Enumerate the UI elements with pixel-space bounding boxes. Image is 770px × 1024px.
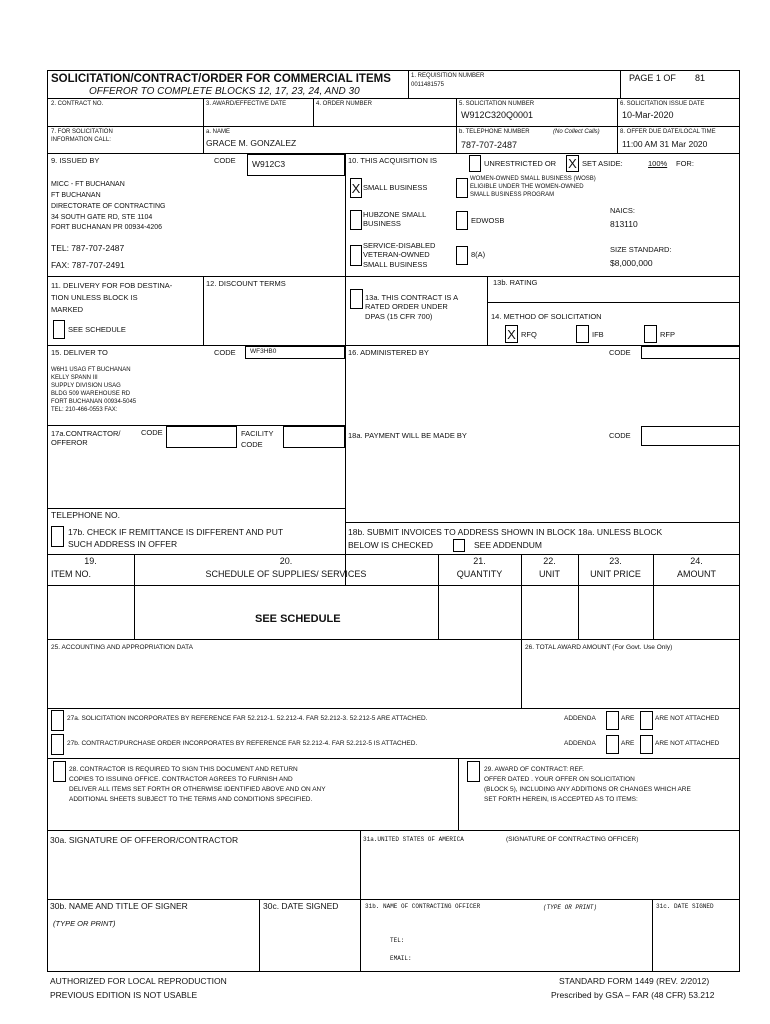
27a-are-not-label: ARE NOT ATTACHED: [655, 715, 720, 722]
co-date-label: 31c. DATE SIGNED: [656, 903, 714, 910]
28-checkbox[interactable]: [53, 761, 66, 782]
telephone-label: b. TELEPHONE NUMBER: [459, 129, 530, 135]
small-business-label: SMALL BUSINESS: [363, 183, 428, 192]
contractor-label: 17a.CONTRACTOR/ OFFEROR: [51, 429, 121, 448]
facility-code-box[interactable]: [283, 426, 345, 448]
order-number-label: 4. ORDER NUMBER: [316, 101, 373, 107]
total-award-label: 26. TOTAL AWARD AMOUNT (For Govt. Use Only): [525, 644, 673, 651]
rule: [47, 508, 345, 509]
27b-are-not-checkbox[interactable]: [640, 735, 653, 754]
payment-code-label: CODE: [609, 431, 631, 440]
rfp-label: RFP: [660, 330, 675, 339]
requisition-value: 0011481575: [411, 82, 444, 88]
payment-code-box[interactable]: [641, 426, 740, 446]
col-quantity-name: QUANTITY: [456, 569, 503, 579]
col-schedule-name: SCHEDULE OF SUPPLIES/ SERVICES: [205, 569, 367, 579]
administered-code-box[interactable]: [641, 346, 740, 359]
rated-order-label: 13a. THIS CONTRACT IS A RATED ORDER UNDER DPAS (15 CFR 700): [365, 293, 459, 321]
remittance-label: 17b. CHECK IF REMITTANCE IS DIFFERENT AND PUT SUCH ADDRESS IN OFFER: [68, 527, 284, 549]
8a-checkbox[interactable]: [456, 246, 468, 265]
sdvosb-label: SERVICE-DISABLED VETERAN-OWNED SMALL BUSINESS: [363, 241, 436, 269]
contact-name: GRACE M. GONZALEZ: [206, 138, 297, 148]
27b-checkbox[interactable]: [51, 734, 64, 755]
ifb-label: IFB: [592, 330, 604, 339]
submit-invoices-label: 18b. SUBMIT INVOICES TO ADDRESS SHOWN IN BLOCK 18a. UNLESS BLOCK: [348, 527, 663, 537]
rule: [620, 70, 621, 98]
rule: [487, 276, 488, 345]
page-label: PAGE 1 OF: [629, 73, 676, 83]
issue-date-label: 6. SOLICITATION ISSUE DATE: [620, 101, 705, 107]
date-signed-label: 30c. DATE SIGNED: [263, 901, 339, 911]
facility-code-label: FACILITY CODE: [241, 429, 274, 450]
edwosb-checkbox[interactable]: [456, 211, 468, 230]
rule: [47, 126, 740, 127]
set-aside-for-label: FOR:: [676, 159, 694, 168]
deliver-to-address: W6H1 USAG FT BUCHANAN KELLY SPANN III SUPPLY DIVISION USAG BLDG 509 WAREHOUSE RD FORT BUCHANAN 00934-5045 TEL: 210-466-0553 FAX:: [51, 367, 137, 414]
no-collect-note: (No Collect Calls): [553, 129, 600, 135]
name-label: a. NAME: [206, 129, 231, 135]
ifb-checkbox[interactable]: [576, 325, 589, 343]
page-total: 81: [695, 73, 706, 83]
solicitation-number: W912C320Q0001: [461, 110, 534, 120]
rule: [47, 639, 740, 640]
issued-by-code-label: CODE: [214, 156, 236, 165]
contractor-code-box[interactable]: [166, 426, 237, 448]
rule: [134, 554, 135, 639]
form-subtitle: OFFEROR TO COMPLETE BLOCKS 12, 17, 23, 24, AND 30: [89, 86, 360, 97]
rule: [438, 554, 439, 639]
27b-are-checkbox[interactable]: [606, 735, 619, 754]
27a-are-checkbox[interactable]: [606, 711, 619, 730]
rule: [259, 899, 260, 972]
rule: [47, 554, 740, 555]
rule: [408, 70, 409, 98]
administered-code-label: CODE: [609, 348, 631, 357]
rule: [47, 98, 740, 99]
telephone-no-label: TELEPHONE NO.: [51, 510, 120, 520]
hubzone-checkbox[interactable]: [350, 210, 362, 230]
footer-authorized: AUTHORIZED FOR LOCAL REPRODUCTION: [50, 976, 227, 986]
col-unit-price-name: UNIT PRICE: [590, 569, 641, 579]
deliver-to-label: 15. DELIVER TO: [51, 348, 108, 357]
27a-checkbox[interactable]: [51, 710, 64, 731]
naics-label: NAICS:: [610, 206, 636, 215]
wosb-checkbox[interactable]: [456, 178, 468, 198]
co-signature-label: (SIGNATURE OF CONTRACTING OFFICER): [506, 836, 639, 843]
27b-are-label: ARE: [621, 740, 635, 747]
rule: [345, 153, 346, 585]
rule: [458, 758, 459, 830]
delivery-fob-label: 11. DELIVERY FOR FOB DESTINA- TION UNLESS BLOCK IS MARKED: [51, 281, 173, 314]
set-aside-label: SET ASIDE:: [582, 159, 623, 168]
rule: [47, 276, 740, 277]
hubzone-label: HUBZONE SMALL BUSINESS: [363, 210, 427, 229]
col-amount-num: 24.: [690, 556, 703, 566]
size-standard-label: SIZE STANDARD:: [610, 245, 672, 254]
usa-label: 31a.UNITED STATES OF AMERICA: [363, 836, 464, 843]
col-schedule-num: 20.: [279, 556, 293, 566]
rule: [47, 758, 740, 759]
27a-text: 27a. SOLICITATION INCORPORATES BY REFERENCE FAR 52.212-1. 52.212-4. FAR 52.212-3. 52.212-5 ARE ATTACHED.: [67, 715, 428, 722]
co-email-label: EMAIL:: [390, 955, 412, 962]
requisition-label: 1. REQUISITION NUMBER: [411, 73, 485, 79]
discount-terms-label: 12. DISCOUNT TERMS: [206, 279, 286, 288]
rule: [345, 522, 740, 523]
footer-standard-form: STANDARD FORM 1449 (REV. 2/2012): [559, 976, 710, 986]
col-unit-price-num: 23.: [609, 556, 622, 566]
set-aside-checkbox[interactable]: X: [566, 155, 579, 172]
rule: [617, 98, 618, 153]
rule: [203, 98, 204, 153]
type-print-label: (TYPE OR PRINT): [53, 919, 116, 928]
issued-by-code: W912C3: [252, 159, 286, 169]
rfq-label: RFQ: [521, 330, 537, 339]
27b-addenda-label: ADDENDA: [564, 740, 596, 747]
rule: [652, 899, 653, 972]
27a-are-not-checkbox[interactable]: [640, 711, 653, 730]
footer-prescribed: Prescribed by GSA – FAR (48 CFR) 53.212: [551, 990, 715, 1000]
offeror-signature-label: 30a. SIGNATURE OF OFFEROR/CONTRACTOR: [50, 835, 239, 845]
issued-by-label: 9. ISSUED BY: [51, 156, 100, 165]
rule: [313, 98, 314, 126]
29-checkbox[interactable]: [467, 761, 480, 782]
contract-no-label: 2. CONTRACT NO.: [51, 101, 104, 107]
solicitation-number-label: 5. SOLICITATION NUMBER: [459, 101, 535, 107]
form-title: SOLICITATION/CONTRACT/ORDER FOR COMMERCIAL ITEMS: [51, 73, 391, 85]
rule: [578, 554, 579, 639]
rule: [653, 554, 654, 639]
accounting-label: 25. ACCOUNTING AND APPROPRIATION DATA: [51, 644, 193, 651]
addendum-checkbox[interactable]: [453, 539, 465, 552]
col-amount-name: AMOUNT: [677, 569, 716, 579]
wosb-label: WOMEN-OWNED SMALL BUSINESS (WOSB) ELIGIBLE UNDER THE WOMEN-OWNED SMALL BUSINESS PROGRAM: [470, 176, 596, 198]
rule: [456, 98, 457, 153]
rfp-checkbox[interactable]: [644, 325, 657, 343]
27b-are-not-label: ARE NOT ATTACHED: [655, 740, 720, 747]
rule: [47, 153, 740, 154]
award-date-label: 3. AWARD/EFFECTIVE DATE: [206, 101, 287, 107]
27a-addenda-label: ADDENDA: [564, 715, 596, 722]
rule: [487, 302, 740, 303]
col-unit-num: 22.: [543, 556, 556, 566]
27b-text: 27b. CONTRACT/PURCHASE ORDER INCORPORATES BY REFERENCE FAR 52.212-4. FAR 52.212-5 IS ATTACHED.: [67, 740, 418, 747]
rule: [360, 830, 361, 972]
27a-are-label: ARE: [621, 715, 635, 722]
sdvosb-checkbox[interactable]: [350, 245, 362, 266]
administered-by-label: 16. ADMINISTERED BY: [348, 348, 429, 357]
unrestricted-label: UNRESTRICTED OR: [484, 159, 557, 168]
deliver-to-code-label: CODE: [214, 348, 236, 357]
info-call-label: 7. FOR SOLICITATION INFORMATION CALL:: [51, 129, 113, 143]
28-text: 28. CONTRACTOR IS REQUIRED TO SIGN THIS DOCUMENT AND RETURN COPIES TO ISSUING OFFICE. CONTRACTOR AGREES TO FURNISH AND DELIVER ALL ITEMS SET FORTH OR OTHERWISE IDENTIFIED ABOVE AND ON ANY ADDITIONAL SHEETS SUBJECT TO THE TERMS AND CONDITIONS SPECIFIED.: [69, 766, 326, 804]
naics-value: 813110: [610, 219, 638, 229]
remittance-checkbox[interactable]: [51, 526, 64, 547]
offer-due-label: 8. OFFER DUE DATE/LOCAL TIME: [620, 129, 716, 135]
acquisition-label: 10. THIS ACQUISITION IS: [348, 156, 438, 165]
unrestricted-checkbox[interactable]: [469, 155, 481, 172]
rated-order-checkbox[interactable]: [350, 289, 363, 309]
method-label: 14. METHOD OF SOLICITATION: [491, 312, 602, 321]
8a-label: 8(A): [471, 250, 486, 259]
col-unit-name: UNIT: [539, 569, 560, 579]
col-item-name: ITEM NO.: [51, 569, 91, 579]
rating-label: 13b. RATING: [493, 278, 538, 287]
contractor-code-label: CODE: [141, 428, 163, 437]
col-quantity-num: 21.: [473, 556, 486, 566]
29-text: 29. AWARD OF CONTRACT: REF. OFFER DATED . YOUR OFFER ON SOLICITATION (BLOCK 5), INCLUDING ANY ADDITIONS OR CHANGES WHICH ARE SET FORTH HEREIN, IS ACCEPTED AS TO ITEMS:: [484, 766, 691, 804]
issued-by-fax: FAX: 787-707-2491: [51, 260, 125, 270]
co-type-print-label: (TYPE OR PRINT): [543, 904, 598, 911]
rule: [47, 345, 740, 346]
deliver-to-code: WF3HB0: [250, 348, 277, 355]
below-checked-label: BELOW IS CHECKED: [348, 540, 434, 550]
footer-previous-edition: PREVIOUS EDITION IS NOT USABLE: [50, 990, 198, 1000]
name-title-label: 30b. NAME AND TITLE OF SIGNER: [50, 901, 188, 911]
see-schedule-label: SEE SCHEDULE: [68, 325, 126, 334]
payment-label: 18a. PAYMENT WILL BE MADE BY: [348, 431, 467, 440]
co-tel-label: TEL:: [390, 937, 405, 944]
telephone-value: 787-707-2487: [461, 140, 518, 150]
issue-date: 10-Mar-2020: [622, 110, 674, 120]
edwosb-label: EDWOSB: [471, 216, 505, 225]
small-business-checkbox[interactable]: X: [350, 178, 362, 198]
issued-by-tel: TEL: 787-707-2487: [51, 243, 125, 253]
set-aside-percent: 100%: [648, 159, 668, 168]
rule: [47, 708, 740, 709]
offer-due-value: 11:00 AM 31 Mar 2020: [622, 139, 708, 149]
col-item-num: 19.: [84, 556, 97, 566]
rule: [47, 899, 740, 900]
rule: [203, 276, 204, 345]
schedule-body: SEE SCHEDULE: [255, 613, 341, 625]
see-schedule-checkbox[interactable]: [53, 320, 65, 339]
rule: [47, 830, 740, 831]
see-addendum-label: SEE ADDENDUM: [474, 540, 543, 550]
rule: [47, 585, 740, 586]
issued-by-address: MICC - FT BUCHANAN FT BUCHANAN DIRECTORATE OF CONTRACTING 34 SOUTH GATE RD, STE 1104 FORT BUCHANAN PR 00934-4206: [51, 181, 166, 232]
size-standard-value: $8,000,000: [610, 258, 653, 268]
rfq-checkbox[interactable]: X: [505, 325, 518, 343]
co-name-label: 31b. NAME OF CONTRACTING OFFICER: [365, 903, 481, 910]
